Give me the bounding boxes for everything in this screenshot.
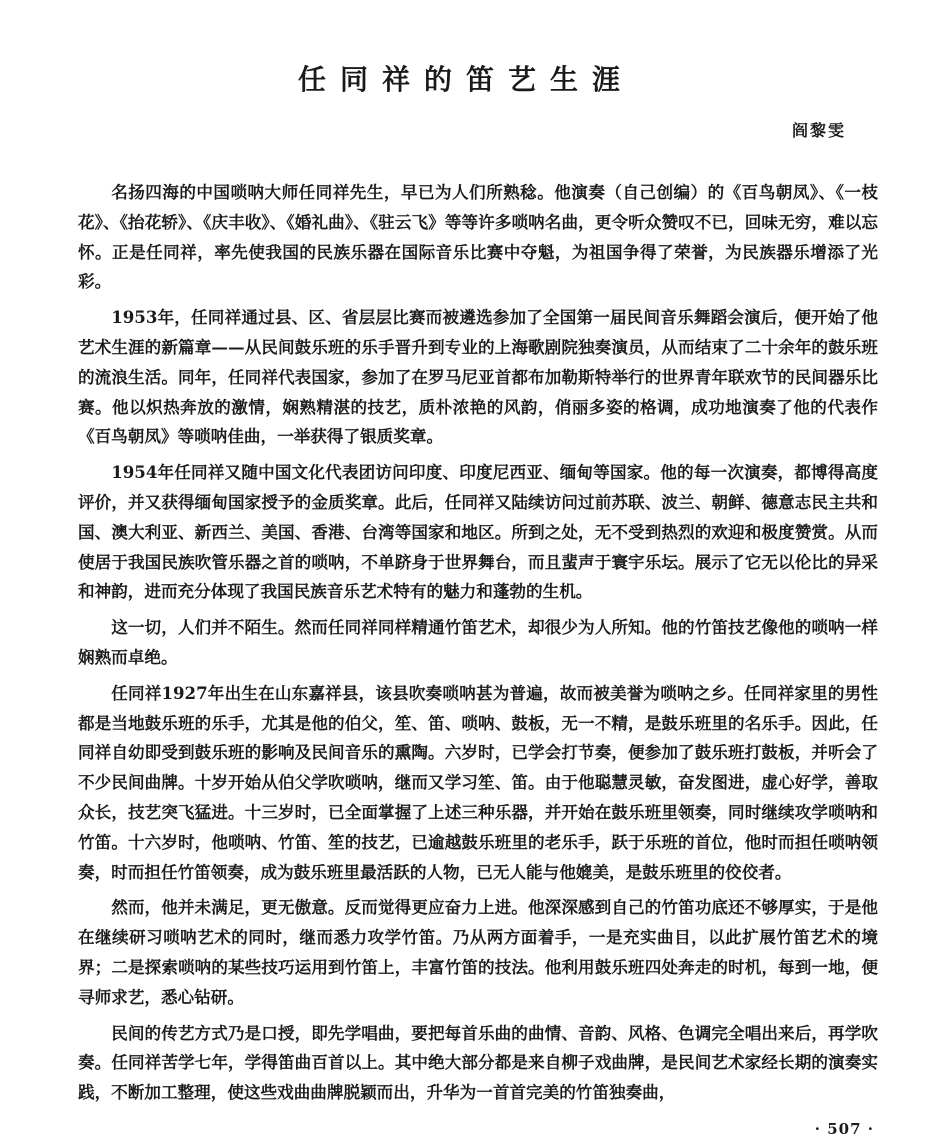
page-number: · 507 · (814, 1120, 874, 1138)
article-author: 阎黎雯 (791, 121, 846, 140)
paragraph-3: 1954年任同祥又随中国文化代表团访问印度、印度尼西亚、缅甸等国家。他的每一次演奏，都博得高度评价，并又获得缅甸国家授予的金质奖章。此后，任同祥又陆续访问过前苏联、波兰、朝鲜、德意志民主共和国、澳大利亚、新西兰、美国、香港、台湾等国家和地区。所到之处，无不受到热烈的欢迎和极度赞赏。从而使居于我国民族吹管乐器之首的唢呐，不单跻身于世界舞台，而且蜚声于寰宇乐坛。展示了它无以伦比的异采和神韵，进而充分体现了我国民族音乐艺术特有的魅力和蓬勃的生机。 (78, 462, 878, 602)
paragraph-6: 然而，他并未满足，更无傲意。反而觉得更应奋力上进。他深深感到自己的竹笛功底还不够厚实，于是他在继续研习唢呐艺术的同时，继而悉力攻学竹笛。乃从两方面着手，一是充实曲目，以此扩展竹笛艺术的境界；二是探索唢呐的某些技巧运用到竹笛上，丰富竹笛的技法。他利用鼓乐班四处奔走的时机，每到一地，便寻师求艺，悉心钻研。 (78, 897, 878, 1007)
article-title: 任同祥的笛艺生涯 (297, 63, 634, 96)
paragraph-5: 任同祥1927年出生在山东嘉祥县，该县吹奏唢呐甚为普遍，故而被美誉为唢呐之乡。任同祥家里的男性都是当地鼓乐班的乐手，尤其是他的伯父，笙、笛、唢呐、鼓板，无一不精，是鼓乐班里的名乐手。因此，任同祥自幼即受到鼓乐班的影响及民间音乐的熏陶。六岁时，已学会打节奏，便参加了鼓乐班打鼓板，并听会了不少民间曲牌。十岁开始从伯父学吹唢呐，继而又学习笙、笛。由于他聪慧灵敏，奋发图进，虚心好学，善取众长，技艺突飞猛进。十三岁时，已全面掌握了上述三种乐器，并开始在鼓乐班里领奏，同时继续攻学唢呐和竹笛。十六岁时，他唢呐、竹笛、笙的技艺，已逾越鼓乐班里的老乐手，跃于乐班的首位，他时而担任唢呐领奏，时而担任竹笛领奏，成为鼓乐班里最活跃的人物，已无人能与他媲美，是鼓乐班里的佼佼者。 (78, 682, 878, 882)
paragraph-1: 名扬四海的中国唢呐大师任同祥先生，早已为人们所熟稔。他演奏（自己创编）的《百鸟朝凤》、《一枝花》、《抬花轿》、《庆丰收》、《婚礼曲》、《驻云飞》等等许多唢呐名曲，更令听众赞叹不已，回味无穷，难以忘怀。正是任同祥，率先使我国的民族乐器在国际音乐比赛中夺魁，为祖国争得了荣誉，为民族器乐增添了光彩。 (78, 182, 878, 292)
paragraph-4: 这一切，人们并不陌生。然而任同祥同样精通竹笛艺术，却很少为人所知。他的竹笛技艺像他的唢呐一样娴熟而卓绝。 (78, 617, 878, 667)
article-body (78, 178, 878, 1114)
paragraph-7: 民间的传艺方式乃是口授，即先学唱曲，要把每首乐曲的曲情、音韵、风格、色调完全唱出来后，再学吹奏。任同祥苦学七年，学得笛曲百首以上。其中绝大部分都是来自柳子戏曲牌，是民间艺术家经长期的演奏实践，不断加工整理，使这些戏曲曲牌脱颖而出，升华为一首首完美的竹笛独奏曲， (78, 1022, 878, 1103)
paragraph-2: 1953年，任同祥通过县、区、省层层比赛而被遴选参加了全国第一届民间音乐舞蹈会演后，便开始了他艺术生涯的新篇章——从民间鼓乐班的乐手晋升到专业的上海歌剧院独奏演员，从而结束了二十余年的鼓乐班的流浪生活。同年，任同祥代表国家，参加了在罗马尼亚首都布加勒斯特举行的世界青年联欢节的民间器乐比赛。他以炽热奔放的激情，娴熟精湛的技艺，质朴浓艳的风韵，俏丽多姿的格调，成功地演奏了他的代表作《百鸟朝凤》等唢呐佳曲，一举获得了银质奖章。 (78, 307, 878, 447)
